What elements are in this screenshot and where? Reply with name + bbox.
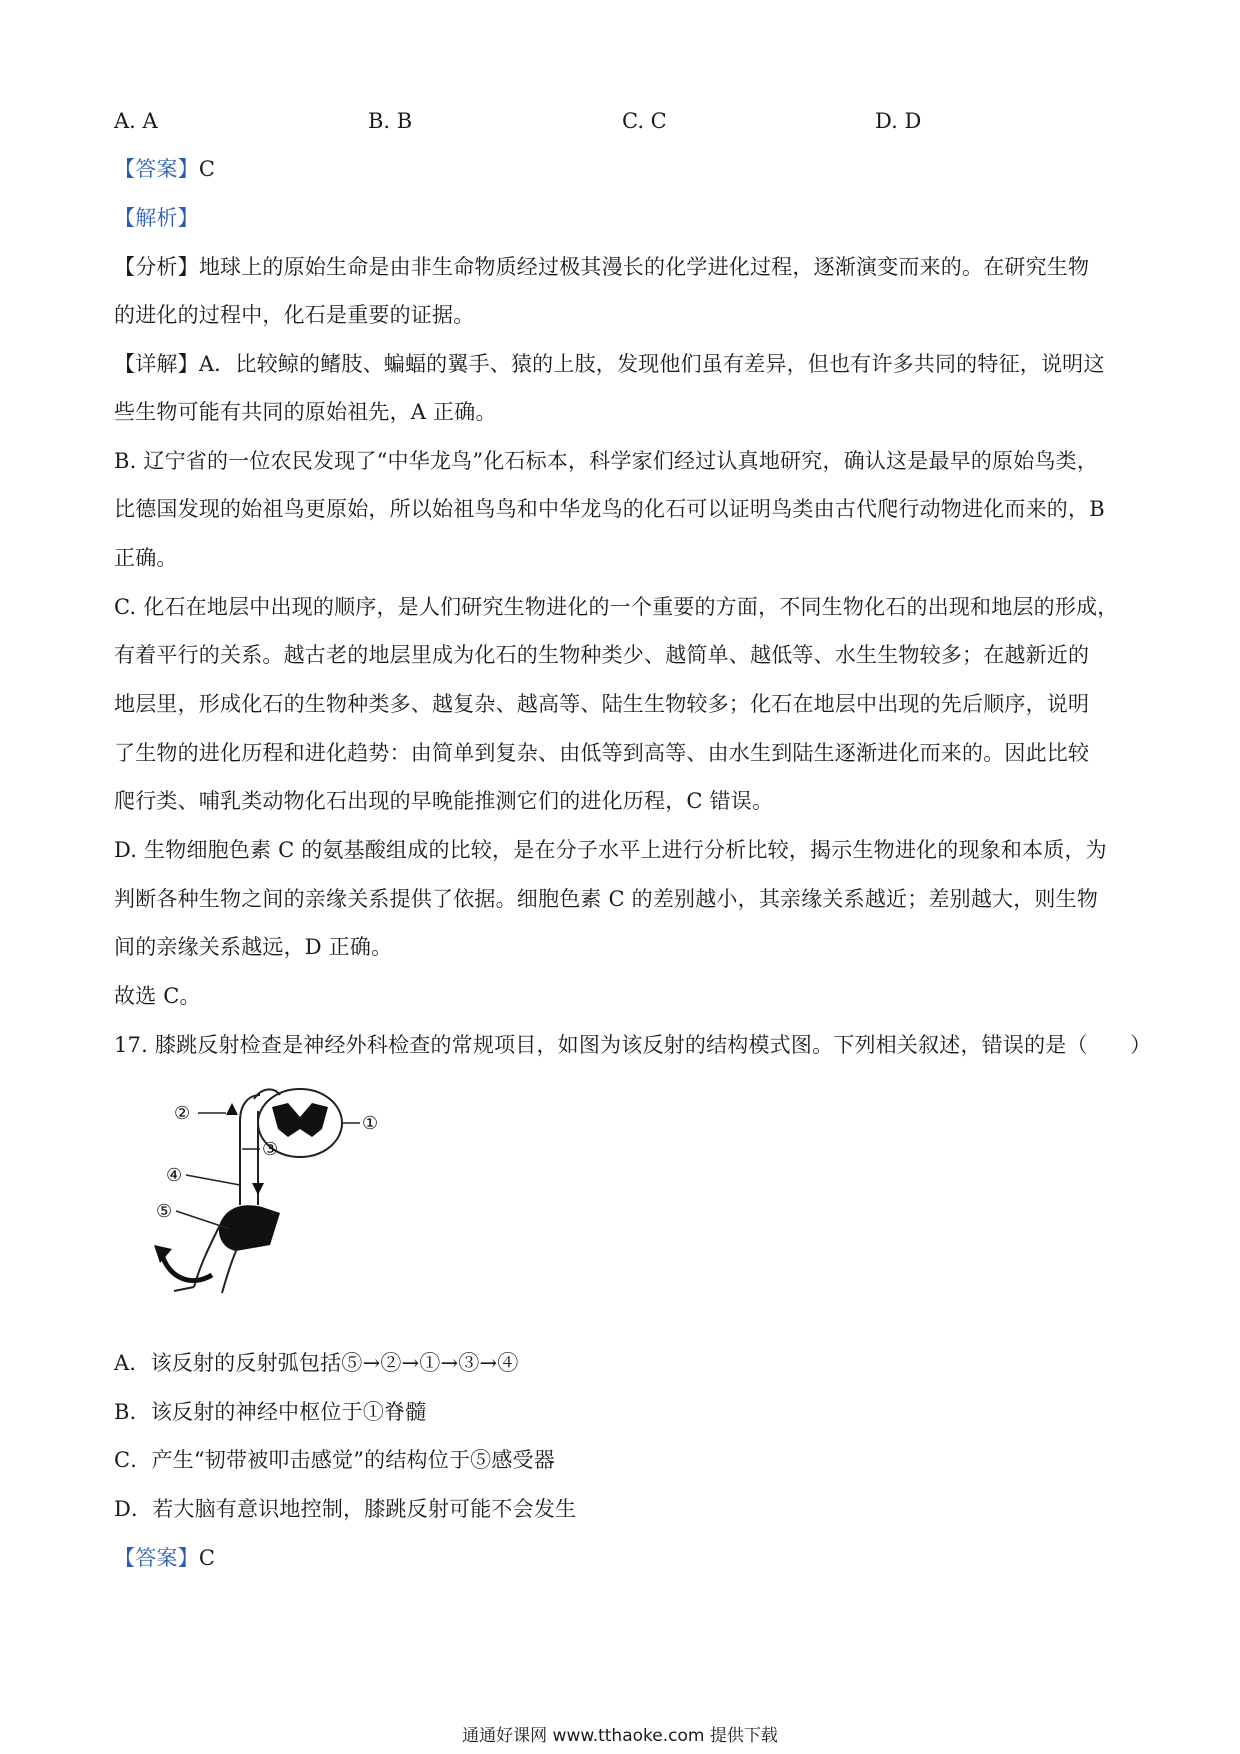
analysis-tag: 【解析】: [114, 206, 199, 230]
page-footer: 通通好课网 www.tthaoke.com 提供下载: [462, 1726, 778, 1746]
knee-jerk-reflex-diagram: [150, 1065, 380, 1295]
detail-b-line-3: 正确。: [114, 546, 178, 570]
xiangjie-tag: 【详解】: [114, 352, 199, 376]
detail-a-text-1: A．比较鲸的鳍肢、蝙蝠的翼手、猿的上肢，发现他们虽有差异，但也有许多共同的特征，说明这: [198, 352, 1105, 376]
q17-option-b: B．该反射的神经中枢位于①脊髓: [114, 1400, 427, 1424]
q17-answer-line: [114, 1543, 1134, 1573]
prev-option-d: D. D: [875, 109, 922, 133]
shin-back: [222, 1251, 236, 1293]
answer-tag: 【答案】: [114, 157, 199, 181]
detail-c-line-1: C. 化石在地层中出现的顺序，是人们研究生物进化的一个重要的方面，不同生物化石的出现和地层的形成，: [114, 595, 1119, 619]
prev-option-c: C. C: [622, 109, 667, 133]
label-1: ①: [362, 1113, 379, 1134]
detail-a-line-2: 些生物可能有共同的原始祖先，A 正确。: [114, 400, 497, 424]
detail-b-line-1: B. 辽宁省的一位农民发现了“中华龙鸟”化石标本，科学家们经过认真地研究，确认这是最早的原始鸟类，: [114, 449, 1099, 473]
q17-answer-tag: 【答案】: [114, 1546, 199, 1570]
label-3: ③: [262, 1139, 279, 1160]
answer-value: C: [198, 157, 216, 181]
label-5: ⑤: [156, 1201, 173, 1222]
arrow-up: [226, 1103, 238, 1115]
detail-d-line-2: 判断各种生物之间的亲缘关系提供了依据。细胞色素 C 的差别越小，其亲缘关系越近；差别越大，则生物: [114, 887, 1099, 911]
detail-c-line-4: 了生物的进化历程和进化趋势：由简单到复杂、由低等到高等、由水生到陆生逐渐进化而来的。因此比较: [114, 741, 1090, 765]
detail-a-line-1: [114, 349, 1134, 379]
label-4: ④: [166, 1165, 183, 1186]
q17-option-d: D．若大脑有意识地控制，膝跳反射可能不会发生: [114, 1497, 577, 1521]
detail-d-line-3: 间的亲缘关系越远，D 正确。: [114, 935, 393, 959]
arrow-down: [252, 1183, 264, 1195]
conclusion: 故选 C。: [114, 984, 201, 1008]
prev-option-a: A. A: [114, 109, 158, 133]
prev-option-b: B. B: [368, 109, 413, 133]
detail-b-line-2: 比德国发现的始祖鸟更原始，所以始祖鸟鸟和中华龙鸟的化石可以证明鸟类由古代爬行动物进化而来的，B: [114, 497, 1105, 521]
fenxi-tag: 【分析】: [114, 255, 199, 279]
fenxi-text-1: 地球上的原始生命是由非生命物质经过极其漫长的化学进化过程，逐渐演变而来的。在研究生物: [198, 255, 1090, 279]
q17-option-c: C．产生“韧带被叩击感觉”的结构位于⑤感受器: [114, 1448, 555, 1472]
label-2: ②: [174, 1103, 191, 1124]
detail-c-line-3: 地层里，形成化石的生物种类多、越复杂、越高等、陆生生物较多；化石在地层中出现的先后顺序，说明: [114, 692, 1090, 716]
analysis-line-1: [114, 252, 1134, 282]
detail-c-line-2: 有着平行的关系。越古老的地层里成为化石的生物种类少、越简单、越低等、水生生物较多；在越新近的: [114, 643, 1090, 667]
detail-d-line-1: D. 生物细胞色素 C 的氨基酸组成的比较，是在分子水平上进行分析比较，揭示生物进化的现象和本质，为: [114, 838, 1107, 862]
analysis-heading: [114, 203, 1134, 233]
analysis-line-2: 的进化的过程中，化石是重要的证据。: [114, 303, 475, 327]
q17-option-a: A．该反射的反射弧包括⑤→②→①→③→④: [114, 1351, 519, 1375]
question-17-stem: 17. 膝跳反射检查是神经外科检查的常规项目，如图为该反射的结构模式图。下列相关叙述，错误的是（ ）: [114, 1033, 1152, 1057]
prev-answer-line: [114, 154, 1134, 184]
detail-c-line-5: 爬行类、哺乳类动物化石出现的早晚能推测它们的进化历程，C 错误。: [114, 789, 774, 813]
q17-answer-value: C: [198, 1546, 216, 1570]
